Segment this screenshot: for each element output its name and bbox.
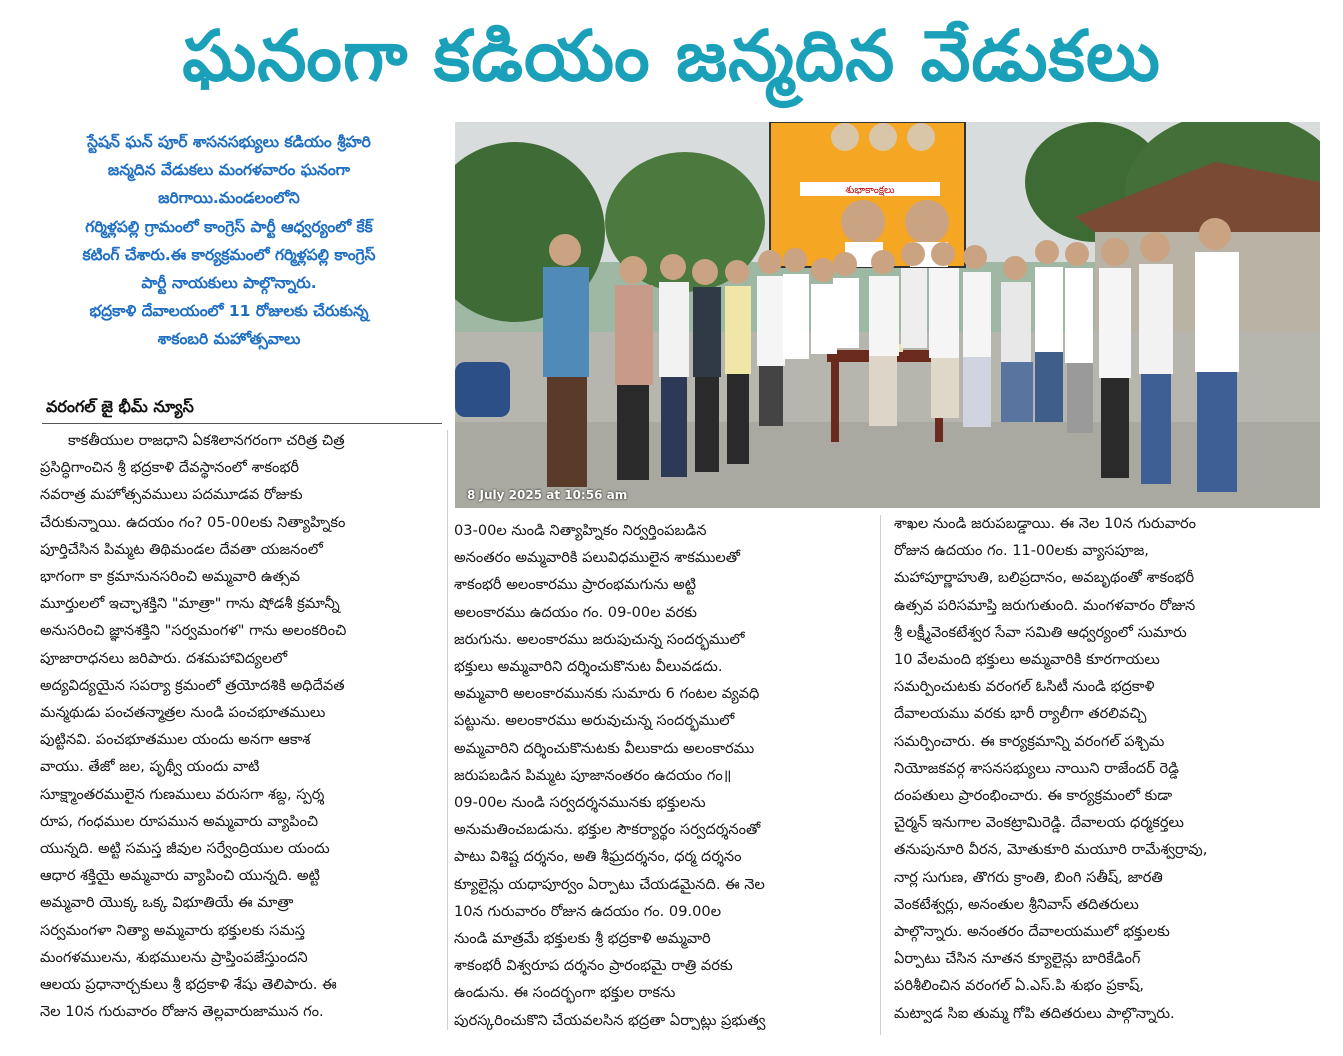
- article-line: తనుపునూరి వీరన, మోతుకూరి మయూరి రామేశ్వర్రావు,: [894, 841, 1208, 859]
- news-photo: [455, 122, 1320, 508]
- byline: వరంగల్ జై భీమ్ న్యూస్: [46, 397, 194, 416]
- article-column-3: [894, 510, 1306, 1027]
- article-line: 03-00ల నుండి నిత్యాహ్నికం నిర్వర్తింపబడిన: [454, 522, 707, 539]
- article-line: చైర్మన్ ఇనుగాల వెంకట్రామిరెడ్డి. దేవాలయ ధర్మకర్తలు: [894, 814, 1184, 832]
- article-line: ఆధార శక్తియై అమ్మవారు వ్యాపించి యున్నది. అట్టి: [40, 867, 320, 885]
- subheading-line: పార్టీ నాయకులు పాల్గొన్నారు.: [141, 274, 317, 293]
- article-line: నెల 10న గురువారం రోజున తెల్లవారుజామున గం.: [40, 1003, 324, 1021]
- article-line: భక్తులు అమ్మవారిని దర్శించుకొనుట వీలువడదు.: [454, 658, 723, 676]
- article-line: వాయు. తేజో జల, పృథ్వీ యందు వాటి: [40, 758, 260, 776]
- article-line: అనుమతించబడును. భక్తుల సౌకర్యార్థం సర్వదర్శనంతో: [454, 821, 761, 839]
- article-line: శ్రీ లక్ష్మీవెంకటేశ్వర సేవా సమితి ఆధ్వర్యంలో సుమారు: [894, 623, 1187, 641]
- column-divider: [447, 430, 448, 1030]
- article-line: పూజారాధనలు జరిపారు. దశమహావిద్యలలో: [40, 649, 288, 667]
- article-line: ఉండును. ఈ సందర్భంగా భక్తుల రాకను: [454, 984, 676, 1002]
- article-column-2: [454, 517, 866, 1034]
- article-line: అలంకారము ఉదయం గం. 09-00ల వరకు: [454, 603, 697, 621]
- article-column-1: [40, 427, 442, 1025]
- article-line: ఏర్పాటు చేసిన నూతన క్యూలైన్లు బారికేడింగ్: [894, 950, 1141, 968]
- article-line: పాల్గొన్నారు. అనంతరం దేవాలయములో భక్తులకు: [894, 923, 1170, 941]
- article-line: క్యూలైన్లు యధాపూర్వం ఏర్పాటు చేయడమైనది. ఈ నెల: [454, 875, 765, 893]
- article-line: అమ్మవారి యొక్క ఒక్క విభూతియే ఈ మాత్రా: [40, 894, 294, 912]
- article-line: మట్వాడ సిఐ తుమ్మ గోపి తదితరులు పాల్గొన్నారు.: [894, 1004, 1175, 1022]
- article-line: రోజున ఉదయం గం. 11-00లకు వ్యాసపూజ,: [894, 542, 1149, 560]
- article-line: ఆలయ ప్రధానార్చకులు శ్రీ భద్రకాళి శేషు తెలిపారు. ఈ: [40, 976, 337, 994]
- article-line: అమ్మవారిని దర్శించుకొనుటకు వీలుకాదు అలంకారము: [454, 739, 755, 757]
- article-line: భాగంగా కా క్రమానునసరించి అమ్మవారి ఉత్సవ: [40, 568, 300, 586]
- subheading-line: శాకంబరి మహోత్సవాలు: [157, 330, 301, 349]
- subheading-line: గర్మిళ్లపల్లి గ్రామంలో కాంగ్రెస్ పార్టీ ఆధ్వర్యంలో కేక్: [85, 217, 373, 236]
- subheading-line: జన్మదిన వేడుకలు మంగళవారం ఘనంగా: [107, 161, 351, 180]
- article-line: నవరాత్ర మహోత్సవములు పదమూడవ రోజుకు: [40, 486, 303, 504]
- article-line: దంపతులు ప్రారంభించారు. ఈ కార్యక్రమంలో కుడా: [894, 787, 1173, 805]
- article-line: కాకతీయుల రాజధాని ఏకశిలానగరంగా చరిత్ర చిత్ర: [68, 432, 345, 449]
- article-line: శాఖల నుండి జరుపబడ్డాయి. ఈ నెల 10న గురువారం: [894, 515, 1197, 532]
- article-line: చేరుకున్నాయి. ఉదయం గం? 05-00లకు నిత్యాహ్నికం: [40, 513, 346, 531]
- article-line: పట్టును. అలంకారము అరువుచున్న సందర్భములో: [454, 712, 735, 730]
- article-line: జరుపబడిన పిమ్మట పూజానంతరం ఉదయం గం॥: [454, 766, 732, 784]
- article-line: మహాపూర్ణాహుతి, బలిప్రదానం, అవబృథంతో శాకంభరీ: [894, 569, 1195, 587]
- column-divider: [880, 515, 881, 1035]
- article-line: సర్వమంగళా నిత్యా అమ్మవారు భక్తులకు సమస్త: [40, 921, 306, 939]
- article-line: ఉత్సవ పరిసమాప్తి జరుగుతుంది. మంగళవారం రోజున: [894, 596, 1196, 614]
- byline-divider: [42, 423, 442, 424]
- article-line: సమర్పించుటకు వరంగల్ ఓసిటీ నుండి భద్రకాళి: [894, 678, 1155, 696]
- article-line: పాటు విశిష్ట దర్శనం, అతి శీఘ్రదర్శనం, ధర్మ దర్శనం: [454, 848, 742, 866]
- article-line: అనుసరించి జ్ఞానశక్తిని "సర్వమంగళ" గాను అలంకరించి: [40, 622, 347, 640]
- article-line: నార్ల సుగుణ, తొగరు క్రాంతి, బింగి సతీష్, జారతి: [894, 868, 1163, 886]
- article-line: సూక్ష్మాంతరములైన గుణములు వరుసగా శబ్ద, స్పర్శ: [40, 785, 325, 803]
- photo-timestamp: 8 July 2025 at 10:56 am: [467, 488, 628, 502]
- article-line: పూర్తిచేసిన పిమ్మట తిథిమండల దేవతా యజనంలో: [40, 540, 323, 558]
- article-line: 09-00ల నుండి సర్వదర్శనమునకు భక్తులను: [454, 794, 706, 812]
- photo-illustration: [455, 122, 1320, 508]
- subheading-line: కటింగ్ చేశారు.ఈ కార్యక్రమంలో గర్మిళ్లపల్లి కాంగ్రెస్: [82, 245, 376, 264]
- headline: ఘనంగా కడియం జన్మదిన వేడుకలు: [182, 15, 1161, 97]
- article-line: మన్మథుడు పంచతన్మాత్రల నుండి పంచభూతములు: [40, 704, 326, 722]
- subheading-line: భద్రకాళి దేవాలయంలో 11 రోజులకు చేరుకున్న: [89, 302, 369, 321]
- article-line: 10 వేలమంది భక్తులు అమ్మవారికి కూరగాయలు: [894, 651, 1160, 669]
- article-line: అమ్మవారి అలంకారమునకు సుమారు 6 గంటల వ్యవధి: [454, 685, 760, 703]
- article-line: దేవాలయము వరకు భారీ ర్యాలీగా తరలివచ్చి: [894, 705, 1147, 723]
- subheading-block: [14, 128, 444, 354]
- article-line: మూర్తులలో ఇచ్ఛాశక్తిని "మాత్రా" గాను షోడశీ క్రమాన్నీ: [40, 595, 340, 613]
- article-line: అనంతరం అమ్మవారికి పలువిధములైన శాకములతో: [454, 549, 740, 567]
- article-line: ప్రసిద్ధిగాంచిన శ్రీ భద్రకాళి దేవస్థానంలో శాకంభరీ: [40, 459, 300, 477]
- article-line: శాకంభరీ విశ్వరూప దర్శనం ప్రారంభమై రాత్రి వరకు: [454, 957, 733, 975]
- article-line: వెంకటేశ్వర్లు, అనంతుల శ్రీనివాస్ తదితరులు: [894, 895, 1139, 913]
- article-line: సమర్పించారు. ఈ కార్యక్రమాన్ని వరంగల్ పశ్చిమ: [894, 732, 1165, 750]
- article-line: నియోజకవర్గ శాసనసభ్యులు నాయిని రాజేందర్ రెడ్డి: [894, 759, 1179, 777]
- article-line: 10న గురువారం రోజున ఉదయం గం. 09.00ల: [454, 902, 722, 920]
- article-line: రూప, గంధముల రూపమున అమ్మవారు వ్యాపించి: [40, 812, 319, 830]
- article-line: అద్యవిద్యయైన సపర్యా క్రమంలో త్రయోదశికి అధిదేవత: [40, 676, 345, 694]
- subheading-line: జరిగాయి.మండలంలోని: [158, 189, 300, 208]
- article-line: పరిశీలించిన వరంగల్ ఏ.ఎస్.పి శుభం ప్రకాష్,: [894, 977, 1144, 995]
- article-line: పుట్టినవి. పంచభూతముల యందు అనగా ఆకాశ: [40, 731, 311, 749]
- article-line: మంగళములను, శుభములను ప్రాప్తింపజేస్తుందని: [40, 948, 308, 966]
- article-line: జరుగును. అలంకారము జరుపుచున్న సందర్భములో: [454, 630, 745, 648]
- article-line: యున్నది. అట్టి సమస్త జీవుల సర్వేంద్రియుల యందు: [40, 840, 330, 858]
- subheading-line: స్టేషన్ ఘన్ పూర్ శాసనసభ్యులు కడియం శ్రీహరి: [87, 133, 371, 151]
- article-line: పురస్కరించుకొని చేయవలసిన భద్రతా ఏర్పాట్లు ప్రభుత్వ: [454, 1011, 766, 1029]
- article-line: శాకంభరీ అలంకారము ప్రారంభమగును అట్టి: [454, 576, 697, 594]
- article-line: నుండి మాత్రమే భక్తులకు శ్రీ భద్రకాళి అమ్మవారి: [454, 930, 711, 948]
- banner-text: శుభాకాంక్షలు: [845, 185, 895, 196]
